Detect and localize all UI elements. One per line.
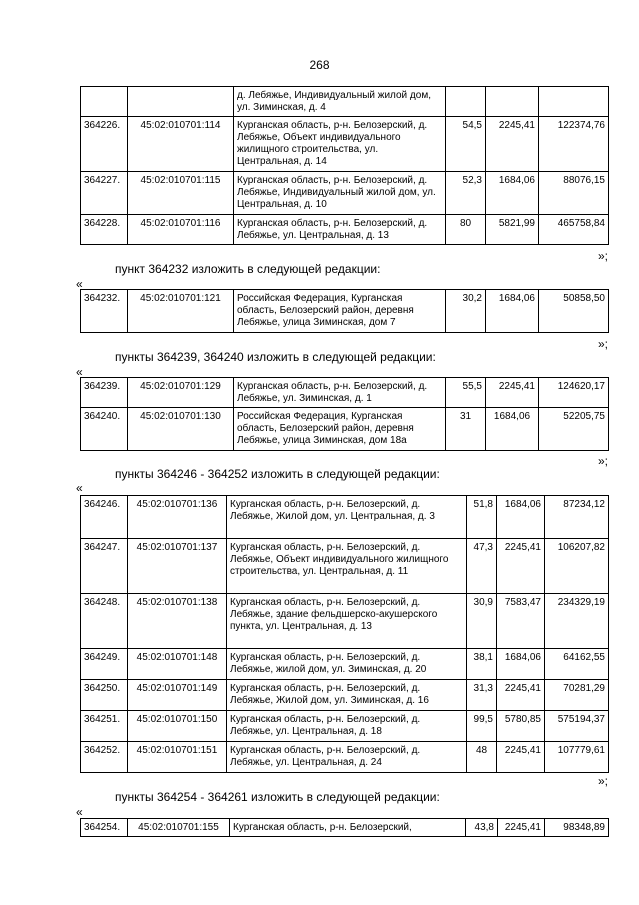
cadastral-number: 45:02:010701:116: [128, 215, 234, 245]
total: [539, 87, 609, 117]
item-number: 364254.: [81, 819, 128, 837]
table-row: [81, 819, 609, 837]
table-row: [81, 172, 609, 215]
cadastral-number: 45:02:010701:121: [128, 290, 234, 333]
rate: 1684,06: [486, 172, 539, 215]
rate: [486, 87, 539, 117]
area: 55,5: [446, 378, 486, 408]
item-number: 364239.: [81, 378, 128, 408]
table-row: [81, 496, 609, 539]
register-table: [80, 495, 609, 773]
area: 31,3: [467, 680, 497, 711]
table-row: [81, 742, 609, 773]
item-number: 364227.: [81, 172, 128, 215]
rate: 1684,06: [486, 290, 539, 333]
opening-quote: «: [76, 365, 83, 379]
table-row: [81, 539, 609, 594]
table-row: [81, 680, 609, 711]
total: 575194,37: [545, 711, 609, 742]
item-number: 364251.: [81, 711, 128, 742]
table-row: [81, 649, 609, 680]
closing-quote: »;: [597, 249, 608, 263]
area: 80: [446, 215, 486, 245]
cadastral-number: [128, 87, 234, 117]
register-table: [80, 289, 609, 333]
address: Курганская область, р-н. Белозерский, д. Лебяжье, ул. Центральная, д. 13: [234, 215, 446, 245]
address: Курганская область, р-н. Белозерский, д. Лебяжье, жилой дом, ул. Зиминская, д. 20: [227, 649, 467, 680]
item-number: 364249.: [81, 649, 128, 680]
area: 30,2: [446, 290, 486, 333]
address: Курганская область, р-н. Белозерский, д. Лебяжье, Объект индивидуального жилищного строительства, ул. Центральная, д. 14: [234, 117, 446, 172]
rate: 2245,41: [497, 742, 545, 773]
table-row: [81, 117, 609, 172]
item-number: 364246.: [81, 496, 128, 539]
table-row: [81, 215, 609, 245]
cadastral-number: 45:02:010701:155: [128, 819, 230, 837]
area: [446, 87, 486, 117]
cadastral-number: 45:02:010701:138: [128, 594, 227, 649]
rate: 1684,06: [497, 649, 545, 680]
rate: 2245,41: [498, 819, 545, 837]
total: 64162,55: [545, 649, 609, 680]
item-number: 364240.: [81, 408, 128, 451]
address: Курганская область, р-н. Белозерский, д. Лебяжье, ул. Зиминская, д. 1: [234, 378, 446, 408]
item-number: 364226.: [81, 117, 128, 172]
area: 43,8: [466, 819, 498, 837]
address: Курганская область, р-н. Белозерский, д. Лебяжье, ул. Центральная, д. 24: [227, 742, 467, 773]
address: Курганская область, р-н. Белозерский, д. Лебяжье, здание фельдшерско-акушерского пункта, ул. Центральная, д. 13: [227, 594, 467, 649]
rate: 7583,47: [497, 594, 545, 649]
area: 38,1: [467, 649, 497, 680]
area: 48: [467, 742, 497, 773]
rate: 5780,85: [497, 711, 545, 742]
address: Курганская область, р-н. Белозерский, д. Лебяжье, ул. Центральная, д. 18: [227, 711, 467, 742]
cadastral-number: 45:02:010701:114: [128, 117, 234, 172]
total: 88076,15: [539, 172, 609, 215]
total: 106207,82: [545, 539, 609, 594]
cadastral-number: 45:02:010701:150: [128, 711, 227, 742]
address: Курганская область, р-н. Белозерский, д. Лебяжье, Жилой дом, ул. Зиминская, д. 16: [227, 680, 467, 711]
rate: 2245,41: [497, 539, 545, 594]
register-table: [80, 818, 609, 837]
address: д. Лебяжье, Индивидуальный жилой дом, ул. Зиминская, д. 4: [234, 87, 446, 117]
area: 31: [446, 408, 486, 451]
area: 54,5: [446, 117, 486, 172]
area: 51,8: [467, 496, 497, 539]
opening-quote: «: [76, 277, 83, 291]
closing-quote: »;: [597, 454, 608, 468]
cadastral-number: 45:02:010701:148: [128, 649, 227, 680]
rate: 2245,41: [486, 117, 539, 172]
item-number: 364228.: [81, 215, 128, 245]
total: 87234,12: [545, 496, 609, 539]
cadastral-number: 45:02:010701:151: [128, 742, 227, 773]
total: 50858,50: [539, 290, 609, 333]
cadastral-number: 45:02:010701:130: [128, 408, 234, 451]
total: 70281,29: [545, 680, 609, 711]
total: 122374,76: [539, 117, 609, 172]
area: 99,5: [467, 711, 497, 742]
cadastral-number: 45:02:010701:115: [128, 172, 234, 215]
total: 98348,89: [545, 819, 609, 837]
rate: 1684,06: [486, 408, 539, 451]
closing-quote: »;: [597, 337, 608, 351]
amendment-instruction: пункты 364254 - 364261 изложить в следующей редакции:: [115, 790, 440, 804]
rate: 2245,41: [486, 378, 539, 408]
table-row: [81, 408, 609, 451]
register-table: [80, 377, 609, 451]
opening-quote: «: [76, 481, 83, 495]
table-row: [81, 594, 609, 649]
closing-quote: »;: [597, 774, 608, 788]
amendment-instruction: пункт 364232 изложить в следующей редакции:: [115, 262, 381, 276]
total: 107779,61: [545, 742, 609, 773]
address: Курганская область, р-н. Белозерский, д. Лебяжье, Объект индивидуального жилищного строительства, ул. Центральная, д. 11: [227, 539, 467, 594]
item-number: 364250.: [81, 680, 128, 711]
table-row: [81, 290, 609, 333]
amendment-instruction: пункты 364239, 364240 изложить в следующей редакции:: [115, 350, 436, 364]
address: Курганская область, р-н. Белозерский,: [230, 819, 466, 837]
cadastral-number: 45:02:010701:137: [128, 539, 227, 594]
total: 52205,75: [539, 408, 609, 451]
table-row: [81, 378, 609, 408]
table-row: [81, 87, 609, 117]
rate: 5821,99: [486, 215, 539, 245]
register-table: [80, 86, 609, 245]
item-number: [81, 87, 128, 117]
table-row: [81, 711, 609, 742]
total: 124620,17: [539, 378, 609, 408]
amendment-instruction: пункты 364246 - 364252 изложить в следующей редакции:: [115, 467, 440, 481]
address: Российская Федерация, Курганская область, Белозерский район, деревня Лебяжье, улица Зиминская, дом 7: [234, 290, 446, 333]
page-number: 268: [309, 58, 330, 72]
item-number: 364232.: [81, 290, 128, 333]
cadastral-number: 45:02:010701:149: [128, 680, 227, 711]
cadastral-number: 45:02:010701:129: [128, 378, 234, 408]
rate: 2245,41: [497, 680, 545, 711]
item-number: 364252.: [81, 742, 128, 773]
address: Курганская область, р-н. Белозерский, д. Лебяжье, Жилой дом, ул. Центральная, д. 3: [227, 496, 467, 539]
address: Российская Федерация, Курганская область, Белозерский район, деревня Лебяжье, улица Зиминская, дом 18а: [234, 408, 446, 451]
item-number: 364247.: [81, 539, 128, 594]
area: 47,3: [467, 539, 497, 594]
rate: 1684,06: [497, 496, 545, 539]
address: Курганская область, р-н. Белозерский, д. Лебяжье, Индивидуальный жилой дом, ул. Центральная, д. 10: [234, 172, 446, 215]
item-number: 364248.: [81, 594, 128, 649]
total: 234329,19: [545, 594, 609, 649]
area: 30,9: [467, 594, 497, 649]
opening-quote: «: [76, 805, 83, 819]
cadastral-number: 45:02:010701:136: [128, 496, 227, 539]
area: 52,3: [446, 172, 486, 215]
total: 465758,84: [539, 215, 609, 245]
